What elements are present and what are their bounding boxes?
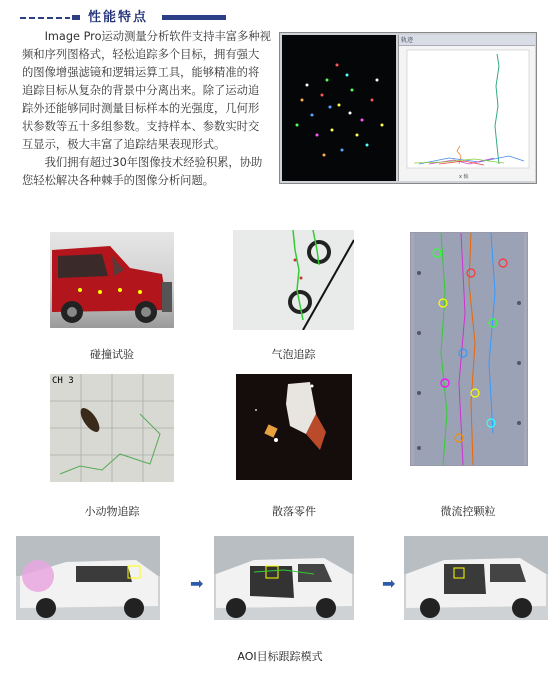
chart-xlabel: x 轴 <box>459 174 469 180</box>
intro-paragraph-2: 我们拥有超过30年图像技术经验积累，协助 您轻松解决各种棘手的图像分析问题。 <box>22 156 263 187</box>
car-frame-1 <box>16 536 160 620</box>
tracking-view <box>282 35 396 181</box>
cage-grid <box>50 374 174 482</box>
section-title: 性能特点 <box>88 10 149 25</box>
caption-small-animal: 小动物追踪 <box>84 505 140 518</box>
bubble-tracking-image <box>233 230 354 330</box>
caption-crash-test: 碰撞试验 <box>90 348 134 361</box>
header-dashes-left <box>20 17 70 19</box>
caption-microfluidic: 微流控颗粒 <box>440 505 496 518</box>
intro-paragraph-1: Image Pro运动测量分析软件支持丰富多种视 频和序列图格式，轻松追踪多个目标，拥有强大 的图像增强滤镜和逻辑运算工具，能够精准的将 追踪目标从复杂的背景中分离出来。除了运动追 踪外还能够同时测量目标样本的光强度，几何形 状参数等五十多组参数。支持样本、参数实时交 互显示，极大丰富了追踪结果表现形式。 <box>22 30 271 151</box>
aoi-frame-2 <box>214 536 354 620</box>
red-van <box>50 232 174 328</box>
caption-scattered-parts: 散落零件 <box>272 505 316 518</box>
chart-window-titlebar: 轨迹 <box>399 35 535 46</box>
car-frame-3 <box>404 536 548 620</box>
caption-aoi-tracking: AOI目标跟踪模式 <box>237 650 323 663</box>
bubbles <box>233 230 354 330</box>
tracking-points <box>282 35 396 181</box>
small-animal-image <box>50 374 174 482</box>
header-bar-left <box>72 15 80 20</box>
microfluidic-image <box>410 232 528 466</box>
aoi-frame-1 <box>16 536 160 620</box>
scattered-parts <box>236 374 352 480</box>
header-bar-right <box>162 15 226 20</box>
chart-window <box>398 35 535 181</box>
trajectory-chart <box>399 46 535 182</box>
caption-bubble-tracking: 气泡追踪 <box>271 348 316 361</box>
crash-test-image <box>50 232 174 328</box>
car-frame-2 <box>214 536 354 620</box>
sequence-arrow-2: ➡ <box>382 574 396 593</box>
software-screenshot <box>279 32 537 184</box>
scattered-parts-image <box>236 374 352 480</box>
intro-text <box>22 28 272 190</box>
microfluidic-tracks <box>411 233 527 465</box>
aoi-frame-3 <box>404 536 548 620</box>
cage-label: CH 3 <box>52 376 74 386</box>
sequence-arrow-1: ➡ <box>190 574 204 593</box>
